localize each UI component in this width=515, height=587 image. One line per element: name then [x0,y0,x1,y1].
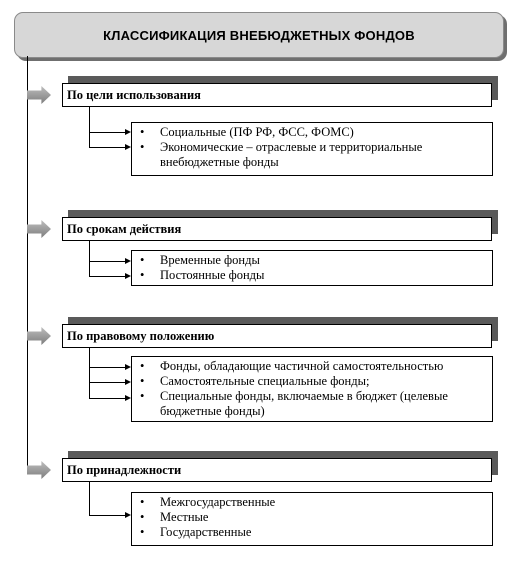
spine-line [27,56,28,470]
connector-line [89,398,126,399]
section-arrow-icon [27,86,51,104]
connector-line [89,276,126,277]
connector-line [89,241,90,276]
connector-line [89,132,126,133]
items-box [131,122,493,176]
diagram-title: КЛАССИФИКАЦИЯ ВНЕБЮДЖЕТНЫХ ФОНДОВ [14,12,504,58]
list-item: • Социальные (ПФ РФ, ФСС, ФОМС) [140,125,486,140]
connector-line [89,348,90,398]
section-arrow-icon [27,461,51,479]
list-item: • Местные [140,510,486,525]
list-item: • Межгосударственные [140,495,486,510]
list-item: • Временные фонды [140,253,486,268]
list-item: • Фонды, обладающие частичной самостоятельностью [140,359,486,374]
items-box [131,356,493,422]
category-header: По цели использования [62,83,492,107]
list-item: • Постоянные фонды [140,268,486,283]
connector-line [89,367,126,368]
category-header: По правовому положению [62,324,492,348]
list-item: • Экономические – отраслевые и территориальные внебюджетные фонды [140,140,486,170]
connector-line [89,482,90,515]
connector-line [89,107,90,147]
connector-line [89,261,126,262]
section-arrow-icon [27,220,51,238]
category-header: По принадлежности [62,458,492,482]
connector-line [89,147,126,148]
list-item: • Государственные [140,525,486,540]
list-item: • Специальные фонды, включаемые в бюджет (целевые бюджетные фонды) [140,389,486,419]
connector-line [89,515,126,516]
section-arrow-icon [27,327,51,345]
items-box [131,492,493,546]
connector-line [89,382,126,383]
category-header: По срокам действия [62,217,492,241]
items-box [131,250,493,286]
list-item: • Самостоятельные специальные фонды; [140,374,486,389]
